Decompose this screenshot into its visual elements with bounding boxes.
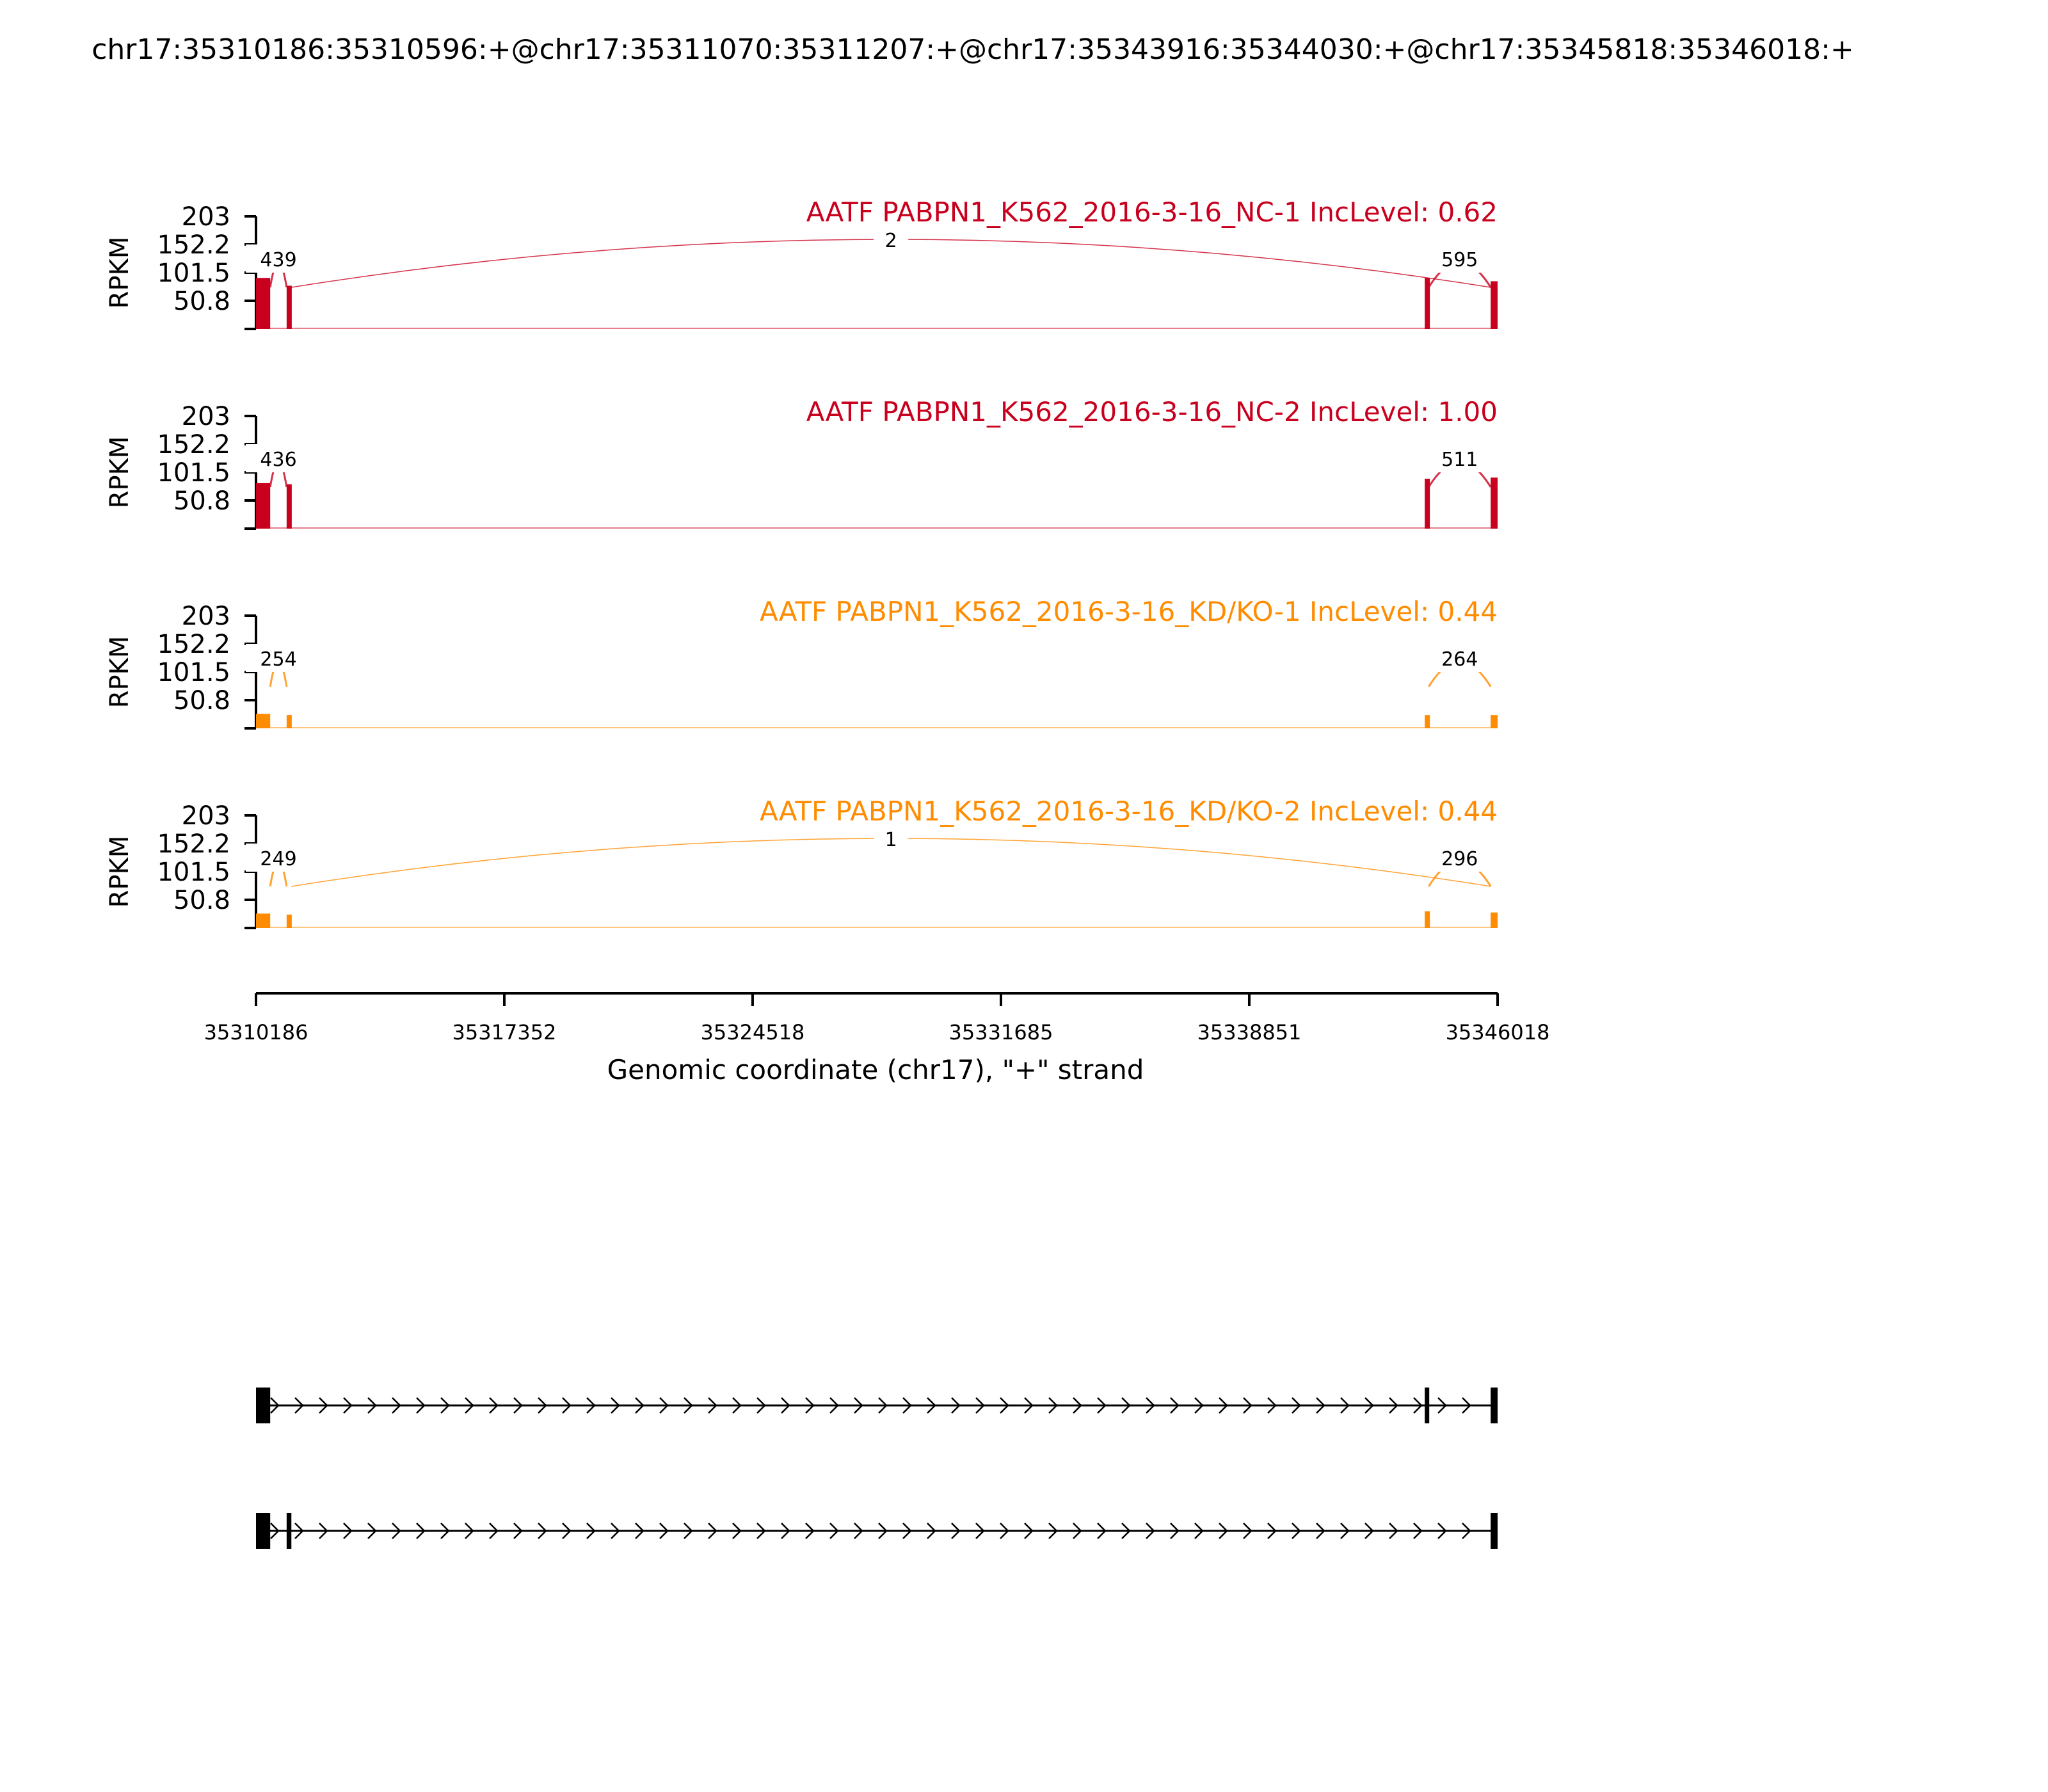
y-axis-label: RPKM bbox=[105, 236, 134, 309]
coverage-bar bbox=[287, 484, 292, 529]
coverage-bar bbox=[256, 913, 270, 928]
y-tick-label: 50.8 bbox=[173, 685, 230, 716]
isoform-1 bbox=[256, 1388, 1498, 1423]
x-tick-label: 35324518 bbox=[700, 1020, 805, 1044]
y-tick-label: 203 bbox=[181, 801, 230, 831]
junction-count-label: 436 bbox=[260, 449, 297, 471]
isoform-2 bbox=[256, 1513, 1498, 1549]
y-tick-label: 152.2 bbox=[157, 829, 230, 860]
exon-block bbox=[256, 1388, 270, 1423]
coverage-bar bbox=[1425, 911, 1430, 928]
coverage-tracks bbox=[105, 196, 1498, 928]
coverage-bar bbox=[1425, 715, 1430, 728]
track-2 bbox=[105, 396, 1498, 529]
y-tick-label: 152.2 bbox=[157, 230, 230, 260]
isoform-structures bbox=[256, 1388, 1498, 1549]
exon-block bbox=[1491, 1388, 1498, 1423]
coverage-bar bbox=[1491, 281, 1498, 329]
y-tick-label: 50.8 bbox=[173, 286, 230, 316]
x-axis-label: Genomic coordinate (chr17), "+" strand bbox=[607, 1054, 1144, 1085]
coverage-bar bbox=[1491, 715, 1498, 728]
junction-count-label: 264 bbox=[1441, 648, 1478, 671]
coverage-bar bbox=[1491, 477, 1498, 529]
series-title: AATF PABPN1_K562_2016-3-16_NC-2 IncLevel: 1.00 bbox=[806, 396, 1498, 428]
coverage-bar bbox=[287, 915, 292, 928]
exon-block bbox=[287, 1513, 291, 1549]
series-title: AATF PABPN1_K562_2016-3-16_NC-1 IncLevel: 0.62 bbox=[806, 196, 1498, 228]
series-title: AATF PABPN1_K562_2016-3-16_KD/KO-1 IncLevel: 0.44 bbox=[760, 596, 1498, 627]
y-tick-label: 50.8 bbox=[173, 486, 230, 516]
track-4 bbox=[105, 796, 1498, 928]
figure-title: chr17:35310186:35310596:+@chr17:35311070:35311207:+@chr17:35343916:35344030:+@chr17:35345818:35346018:+ bbox=[92, 33, 1854, 66]
coverage-bar bbox=[256, 278, 270, 329]
x-tick-label: 35317352 bbox=[452, 1020, 557, 1044]
y-tick-label: 203 bbox=[181, 602, 230, 631]
coverage-bar bbox=[287, 285, 292, 329]
coverage-bar bbox=[256, 714, 270, 728]
x-axis bbox=[204, 993, 1550, 1085]
y-axis-label: RPKM bbox=[105, 436, 134, 509]
junction-count-label: 439 bbox=[260, 249, 297, 271]
coverage-bar bbox=[1491, 913, 1498, 928]
track-3 bbox=[105, 596, 1498, 728]
exon-block bbox=[256, 1513, 270, 1549]
y-tick-label: 101.5 bbox=[157, 259, 230, 288]
series-title: AATF PABPN1_K562_2016-3-16_KD/KO-2 IncLevel: 0.44 bbox=[760, 796, 1498, 827]
y-tick-label: 152.2 bbox=[157, 630, 230, 660]
y-axis-label: RPKM bbox=[105, 636, 134, 708]
y-tick-label: 101.5 bbox=[157, 458, 230, 488]
coverage-bar bbox=[287, 715, 292, 728]
y-tick-label: 152.2 bbox=[157, 430, 230, 460]
y-tick-label: 203 bbox=[181, 202, 230, 232]
track-1 bbox=[105, 196, 1498, 329]
x-tick-label: 35331685 bbox=[948, 1020, 1053, 1044]
x-tick-label: 35346018 bbox=[1445, 1020, 1550, 1044]
y-tick-label: 50.8 bbox=[173, 885, 230, 915]
junction-count-label: 254 bbox=[260, 648, 297, 671]
junction-count-label: 296 bbox=[1441, 848, 1478, 870]
junction-count-label: 1 bbox=[884, 829, 897, 851]
exon-block bbox=[1491, 1513, 1498, 1549]
y-tick-label: 101.5 bbox=[157, 658, 230, 687]
y-tick-label: 101.5 bbox=[157, 858, 230, 887]
junction-count-label: 2 bbox=[884, 230, 897, 252]
x-tick-label: 35310186 bbox=[204, 1020, 308, 1044]
coverage-bar bbox=[256, 483, 270, 529]
exon-block bbox=[1425, 1388, 1429, 1423]
x-tick-label: 35338851 bbox=[1197, 1020, 1302, 1044]
y-axis-label: RPKM bbox=[105, 835, 134, 908]
junction-count-label: 249 bbox=[260, 848, 297, 870]
junction-count-label: 511 bbox=[1441, 449, 1478, 471]
y-tick-label: 203 bbox=[181, 402, 230, 431]
junction-count-label: 595 bbox=[1441, 249, 1478, 271]
